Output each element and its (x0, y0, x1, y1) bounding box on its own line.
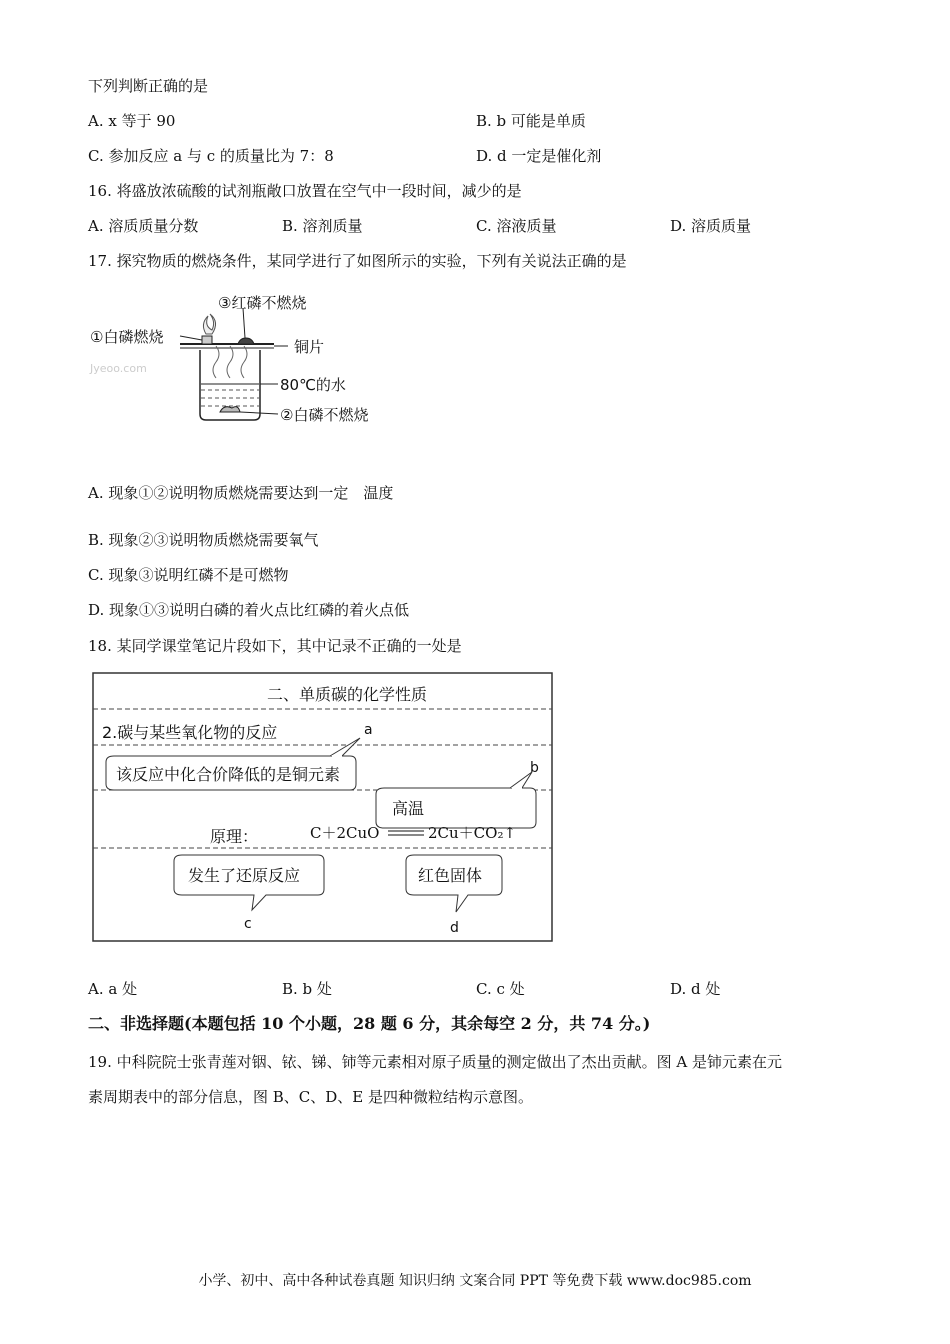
section-2-heading: 二、非选择题(本题包括 10 个小题，28 题 6 分，其余每空 2 分，共 74 分。) (88, 1014, 651, 1033)
q15-option-d: D. d 一定是催化剂 (476, 147, 602, 165)
q15-option-a: A. x 等于 90 (88, 112, 176, 130)
q17-option-a: A. 现象①②说明物质燃烧需要达到一定 温度 (88, 484, 394, 502)
label-hot-water: 80℃的水 (280, 376, 346, 394)
bubble-c-text: 发生了还原反应 (188, 866, 301, 885)
bubble-a-text: 该反应中化合价降低的是铜元素 (116, 765, 341, 784)
q16-stem: 16. 将盛放浓硫酸的试剂瓶敞口放置在空气中一段时间，减少的是 (88, 182, 522, 200)
notes-subtitle: 2.碳与某些氧化物的反应 (102, 723, 278, 742)
q17-option-d: D. 现象①③说明白磷的着火点比红磷的着火点低 (88, 601, 410, 619)
q17-option-b: B. 现象②③说明物质燃烧需要氧气 (88, 531, 319, 549)
label-white-phosphorus-burning: ①白磷燃烧 (90, 328, 164, 346)
bubble-b-text: 高温 (392, 799, 425, 818)
tag-c: c (244, 916, 252, 932)
label-white-phosphorus-not-burning: ②白磷不燃烧 (280, 406, 369, 424)
notes-title: 二、单质碳的化学性质 (267, 685, 428, 704)
q18-option-a: A. a 处 (88, 980, 138, 998)
q15-option-b: B. b 可能是单质 (476, 112, 586, 130)
class-notes-figure (92, 672, 554, 944)
combustion-experiment-figure (88, 286, 388, 436)
bubble-d-text: 红色固体 (418, 866, 483, 885)
tag-a: a (364, 722, 373, 738)
tag-d: d (450, 920, 459, 936)
q17-stem: 17. 探究物质的燃烧条件，某同学进行了如图所示的实验，下列有关说法正确的是 (88, 252, 627, 270)
tag-b: b (530, 760, 539, 776)
q16-option-a: A. 溶质质量分数 (88, 217, 199, 235)
q18-stem: 18. 某同学课堂笔记片段如下，其中记录不正确的一处是 (88, 637, 462, 655)
principle-label: 原理： (210, 827, 259, 846)
q19-line-2: 素周期表中的部分信息，图 B、C、D、E 是四种微粒结构示意图。 (88, 1088, 534, 1106)
equation-products: 2Cu＋CO₂↑ (428, 824, 517, 842)
q19-line-1: 19. 中科院院士张青莲对铟、铱、锑、铈等元素相对原子质量的测定做出了杰出贡献。图 A 是铈元素在元 (88, 1053, 782, 1071)
page-footer: 小学、初中、高中各种试卷真题 知识归纳 文案合同 PPT 等免费下载 www.doc985.com (198, 1273, 752, 1289)
q18-option-c: C. c 处 (476, 980, 525, 998)
q16-option-d: D. 溶质质量 (670, 217, 752, 235)
label-red-phosphorus: ③红磷不燃烧 (218, 294, 307, 312)
equation-reactants: C＋2CuO (310, 824, 380, 842)
q15-option-c: C. 参加反应 a 与 c 的质量比为 7：8 (88, 147, 334, 165)
q15-stem: 下列判断正确的是 (88, 77, 209, 95)
q16-option-c: C. 溶液质量 (476, 217, 557, 235)
q18-option-d: D. d 处 (670, 980, 721, 998)
q18-option-b: B. b 处 (282, 980, 332, 998)
watermark: Jyeoo.com (90, 362, 147, 375)
q17-option-c: C. 现象③说明红磷不是可燃物 (88, 566, 289, 584)
q16-option-b: B. 溶剂质量 (282, 217, 363, 235)
label-copper-sheet: 铜片 (294, 338, 325, 356)
